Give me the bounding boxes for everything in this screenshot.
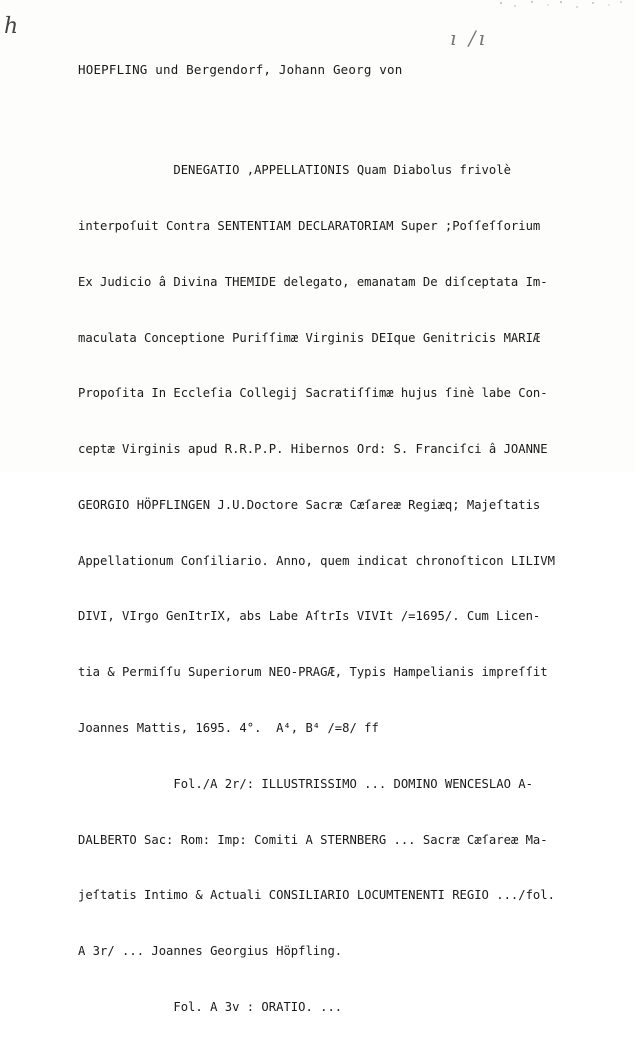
body-line: tia & Permiſſu Superiorum NEO-PRAGÆ, Typis Hampelianis impreſſit xyxy=(78,665,548,680)
body-line: interpoſuit Contra SENTENTIAM DECLARATORIAM Super ;Poſſeſſorium xyxy=(78,218,541,233)
body-line: Joannes Mattis, 1695. 4°. A⁴, B⁴ /=8/ ff xyxy=(78,721,379,735)
body-line: Fol. A 3v : ORATIO. ... xyxy=(78,999,343,1014)
body-line: Fol./A 2r/: ILLUSTRISSIMO ... DOMINO WENCESLAO A- xyxy=(78,776,533,791)
body-line: Appellationum Conſiliario. Anno, quem indicat chronoſticon LILIVM xyxy=(78,553,555,568)
body-line: Ex Judicio â Divina THEMIDE delegato, emanatam De diſceptata Im- xyxy=(78,274,548,289)
handwritten-mark-left: h xyxy=(4,14,19,39)
body-line: A 3r/ ... Joannes Georgius Höpfling. xyxy=(78,944,343,959)
body-line: Propoſita In Eccleſia Collegij Sacratiſſimæ hujus ſinè labe Con- xyxy=(78,386,548,401)
body-line: ceptæ Virginis apud R.R.P.P. Hibernos Ord: S. Franciſci â JOANNE xyxy=(78,442,548,457)
paper-speckle xyxy=(481,0,631,14)
card-heading: HOEPFLING und Bergendorf, Johann Georg von xyxy=(78,62,403,77)
body-line: DIVI, VIrgo GenItrIX, abs Labe AſtrIs VIVIt /=1695/. Cum Licen- xyxy=(78,609,541,624)
body-line: jeſtatis Intimo & Actuali CONSILIARIO LOCUMTENENTI REGIO .../fol. xyxy=(78,888,555,903)
handwritten-mark-right: ı /ı xyxy=(450,26,488,50)
card-body xyxy=(78,124,630,1054)
body-line: GEORGIO HÖPFLINGEN J.U.Doctore Sacræ Cæſareæ Regiæq; Majeſtatis xyxy=(78,497,541,512)
body-line: maculata Conceptione Puriſſimæ Virginis DEIque Genitricis MARIÆ xyxy=(78,330,541,345)
body-line: DENEGATIO ,APPELLATIONIS Quam Diabolus frivolè xyxy=(78,163,511,178)
body-line: DALBERTO Sac: Rom: Imp: Comiti A STERNBERG ... Sacræ Cæſareæ Ma- xyxy=(78,832,548,847)
